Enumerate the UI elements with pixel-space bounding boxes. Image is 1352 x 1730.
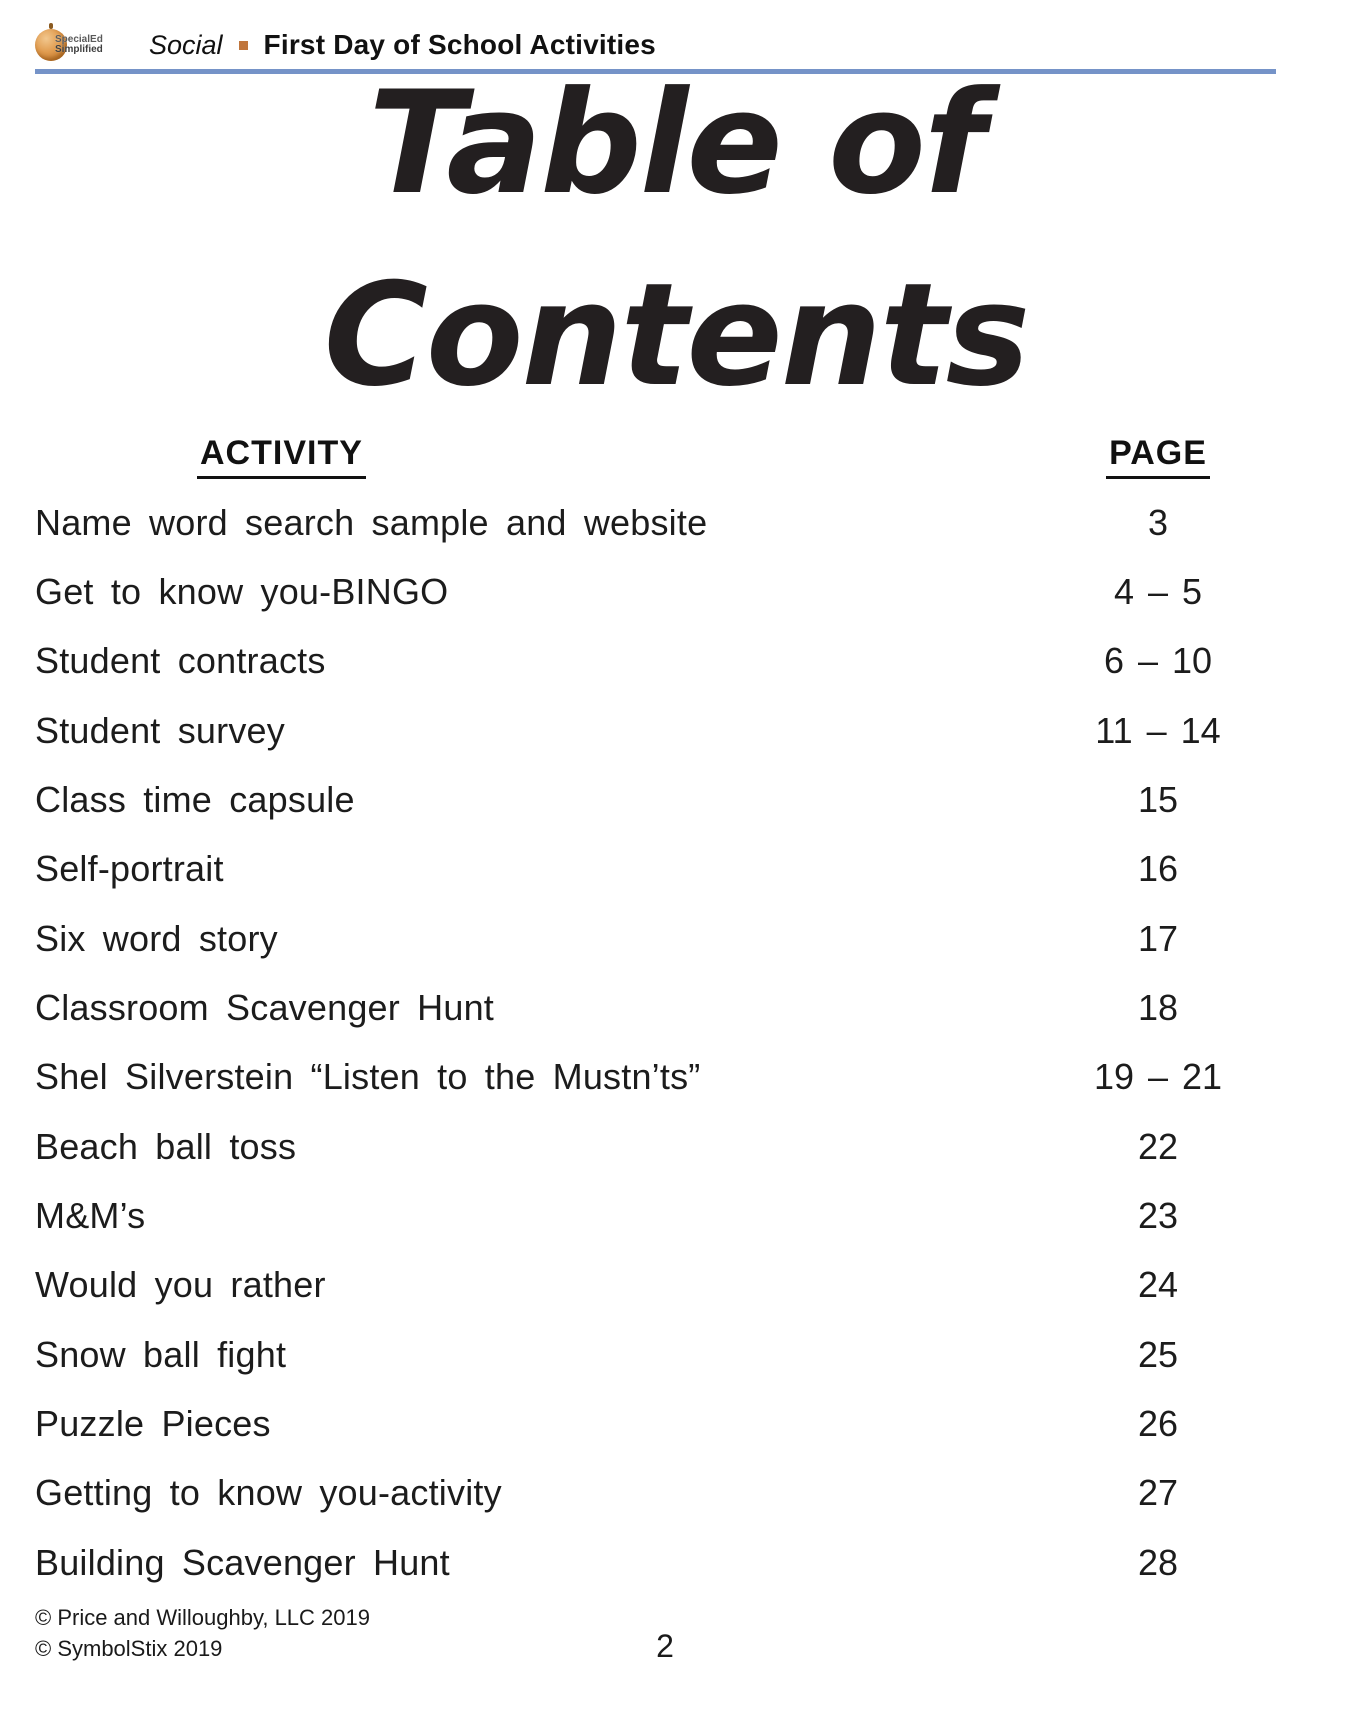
activity-name: Classroom Scavenger Hunt [35, 987, 494, 1029]
page-number: 26 [1137, 1403, 1179, 1445]
table-row [35, 557, 1273, 626]
page-number: 18 [1137, 987, 1179, 1029]
page-column-header: PAGE [1106, 434, 1210, 479]
table-row [35, 488, 1273, 557]
page-number: 6 – 10 [1103, 640, 1213, 682]
header-title: First Day of School Activities [263, 29, 656, 60]
activity-name: Student contracts [35, 640, 326, 682]
page-number: 28 [1137, 1541, 1179, 1583]
page-number: 24 [1137, 1264, 1179, 1306]
footer-copyright-line1: © Price and Willoughby, LLC 2019 [35, 1605, 370, 1630]
activity-name: Building Scavenger Hunt [35, 1541, 450, 1583]
table-row [35, 973, 1273, 1042]
table-row [35, 1459, 1273, 1528]
toc-column-headers [35, 434, 1273, 479]
activity-column-header: ACTIVITY [197, 434, 366, 479]
activity-name: Beach ball toss [35, 1125, 297, 1167]
table-row [35, 1181, 1273, 1250]
page-title-line2: Contents [323, 253, 1029, 418]
activity-name: Getting to know you-activity [35, 1472, 502, 1514]
activity-name: Would you rather [35, 1264, 326, 1306]
logo-text-line2: Simplified [55, 44, 103, 55]
page-number: 11 – 14 [1095, 709, 1221, 751]
table-row [35, 696, 1273, 765]
activity-name: Get to know you-BINGO [35, 571, 449, 613]
page-number: 23 [1137, 1195, 1179, 1237]
activity-name: M&M’s [35, 1195, 146, 1237]
page-title [0, 48, 1352, 432]
page-header-wrap [1043, 434, 1273, 479]
table-row [35, 1043, 1273, 1112]
activity-name: Puzzle Pieces [35, 1403, 271, 1445]
table-row [35, 1528, 1273, 1597]
page-number: 3 [1147, 501, 1169, 543]
activity-name: Snow ball fight [35, 1333, 287, 1375]
activity-name: Self-portrait [35, 848, 224, 890]
table-row [35, 835, 1273, 904]
table-row [35, 1389, 1273, 1458]
page-number: 27 [1137, 1472, 1179, 1514]
page-number: 25 [1137, 1333, 1179, 1375]
table-row [35, 1112, 1273, 1181]
table-row [35, 765, 1273, 834]
table-row [35, 904, 1273, 973]
page-number: 22 [1137, 1125, 1179, 1167]
activity-name: Class time capsule [35, 779, 355, 821]
activity-name: Name word search sample and website [35, 501, 708, 543]
activity-name: Six word story [35, 917, 278, 959]
footer-copyright-line2: © SymbolStix 2019 [35, 1636, 223, 1661]
activity-name: Student survey [35, 709, 285, 751]
page-number: 19 – 21 [1093, 1056, 1223, 1098]
page-number: 15 [1137, 779, 1179, 821]
page-number: 4 – 5 [1113, 571, 1203, 613]
header-category: Social [149, 29, 223, 60]
activity-header-wrap [35, 434, 1043, 479]
footer-page-number: 2 [656, 1628, 674, 1664]
table-row [35, 627, 1273, 696]
toc-list [35, 488, 1273, 1598]
page-number: 17 [1137, 917, 1179, 959]
logo-text-line1: SpecialEd [55, 34, 103, 45]
table-row [35, 1251, 1273, 1320]
activity-name: Shel Silverstein “Listen to the Mustn’ts” [35, 1056, 701, 1098]
table-row [35, 1320, 1273, 1389]
page-number: 16 [1137, 848, 1179, 890]
page-title-line1: Table of [368, 61, 984, 226]
